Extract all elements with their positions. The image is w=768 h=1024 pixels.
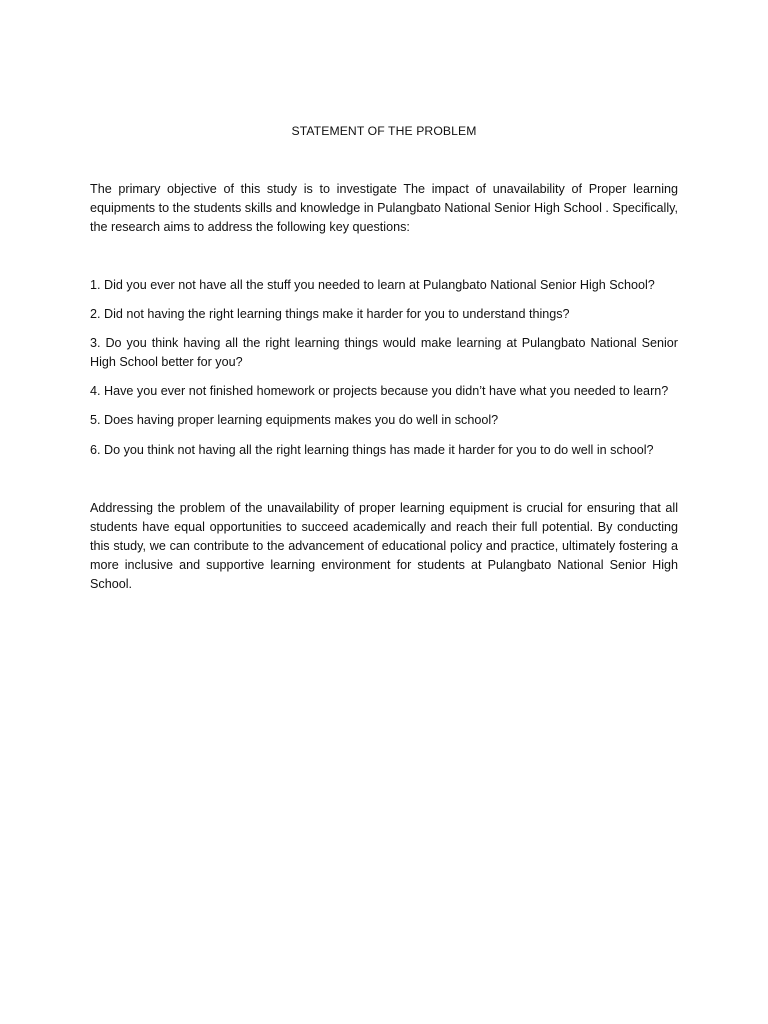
question-5: 5. Does having proper learning equipments makes you do well in school?	[90, 413, 499, 427]
question-4: 4. Have you ever not finished homework or projects because you didn’t have what you needed to learn?	[90, 384, 669, 398]
closing-paragraph: Addressing the problem of the unavailability of proper learning equipment is crucial for ensuring that all students have equal opportunities to succeed academically and reach their full potential. By conducting this study, we can contribute to the advancement of educational policy and practice, ultimately fostering a more inclusive and supportive learning environment for students at Pulangbato National Senior High School.	[90, 501, 678, 591]
question-3: 3. Do you think having all the right learning things would make learning at Pulangbato National Senior High School better for you?	[90, 336, 678, 369]
document-title: STATEMENT OF THE PROBLEM	[291, 124, 477, 138]
question-6: 6. Do you think not having all the right learning things has made it harder for you to do well in school?	[90, 443, 654, 457]
question-1: 1. Did you ever not have all the stuff you needed to learn at Pulangbato National Senior High School?	[90, 278, 655, 292]
intro-paragraph: The primary objective of this study is to investigate The impact of unavailability of Proper learning equipments to the students skills and knowledge in Pulangbato National Senior High School . Specifically, the research aims to address the following key questions:	[90, 182, 678, 234]
question-2: 2. Did not having the right learning things make it harder for you to understand things?	[90, 307, 570, 321]
